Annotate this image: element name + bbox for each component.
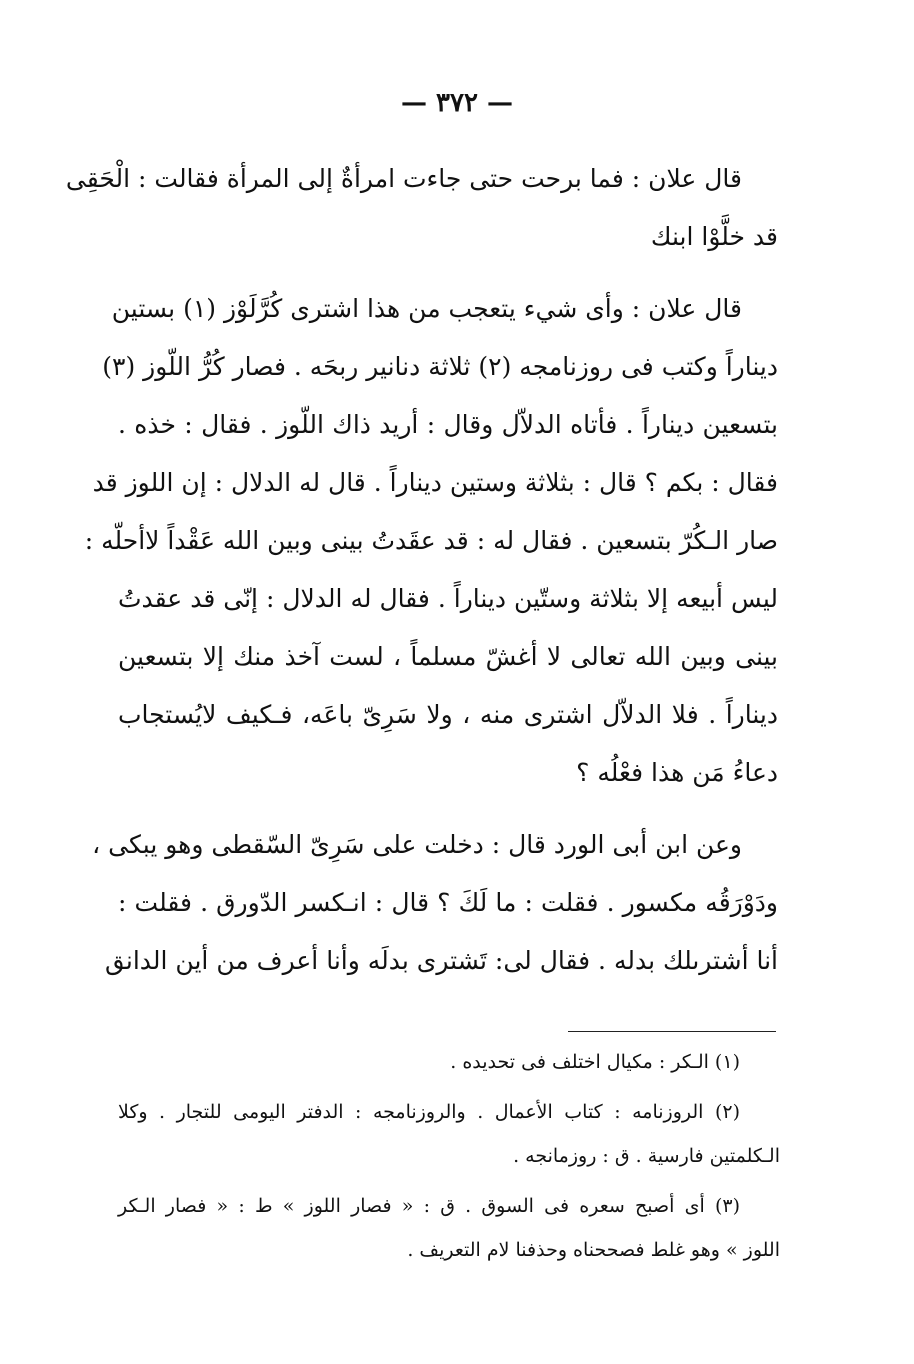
text-line: ليس أبيعه إلا بثلاثة وستّين ديناراً . فقال له الدلال : إنّى قد عقدتُ — [118, 584, 778, 613]
paragraph — [92, 816, 778, 990]
footnote-line: (٢) الروزنامه : كتاب الأعمال . والروزنامجه : الدفتر اليومى للتجار . وكلا — [118, 1101, 740, 1123]
body-text — [65, 150, 778, 1004]
footnote-line: اللوز » وهو غلط فصححناه وحذفنا لام التعريف . — [407, 1239, 780, 1261]
paragraph — [84, 280, 778, 802]
text-line: دعاءُ مَن هذا فعْلُه ؟ — [576, 758, 778, 787]
footnote-line: (٣) أى أصبح سعره فى السوق . ق : « فصار اللوز » ط : « فصار الـكر — [118, 1195, 740, 1217]
text-line: بتسعين ديناراً . فأتاه الدلاّل وقال : أريد ذاك اللّوز . فقال : خذه . — [118, 410, 778, 439]
text-line: ودَوْرَقُه مكسور . فقلت : ما لَكَ ؟ قال : انـكسر الدّورق . فقلت : — [118, 888, 778, 917]
text-line: صار الـكُرّ بتسعين . فقال له : قد عقَدتُ بينى وبين الله عَقْداً لاأحلّه : — [84, 526, 778, 555]
text-line: أنا أشترىلك بدله . فقال لى: تَشترى بدلَه وأنا أعرف من أين الدانق — [105, 946, 778, 975]
text-line: قد خلَّوْا ابنك — [650, 222, 778, 251]
text-line: بينى وبين الله تعالى لا أغشّ مسلماً ، لست آخذ منك إلا بتسعين — [118, 642, 778, 671]
paragraph — [65, 150, 778, 266]
text-line: قال علان : وأى شيء يتعجب من هذا اشترى كُرَّلَوْز (١) بستين — [111, 294, 742, 323]
text-line: وعن ابن أبى الورد قال : دخلت على سَرِىّ السّقطى وهو يبكى ، — [92, 830, 742, 859]
footnotes — [118, 1040, 780, 1278]
text-line: قال علان : فما برحت حتى جاءت امرأةٌ إلى المرأة فقالت : الْحَقِى — [65, 164, 742, 193]
footnote-3 — [118, 1184, 780, 1272]
footnote-2 — [118, 1090, 780, 1178]
page-number: — ٣٧٢ — — [400, 88, 514, 118]
footnote-line: الـكلمتين فارسية . ق : روزمانجه . — [513, 1145, 780, 1167]
footnote-separator — [568, 1031, 776, 1032]
text-line: فقال : بكم ؟ قال : بثلاثة وستين ديناراً . قال له الدلال : إن اللوز قد — [92, 468, 778, 497]
text-line: ديناراً . فلا الدلاّل اشترى منه ، ولا سَرِىّ باعَه، فـكيف لايُستجاب — [118, 700, 778, 729]
footnote-1 — [118, 1040, 780, 1084]
footnote-line: (١) الـكر : مكيال اختلف فى تحديده . — [450, 1051, 740, 1073]
text-line: ديناراً وكتب فى روزنامجه (٢) ثلاثة دنانير ربحَه . فصار كُرُّ اللّوز (٣) — [102, 352, 778, 381]
